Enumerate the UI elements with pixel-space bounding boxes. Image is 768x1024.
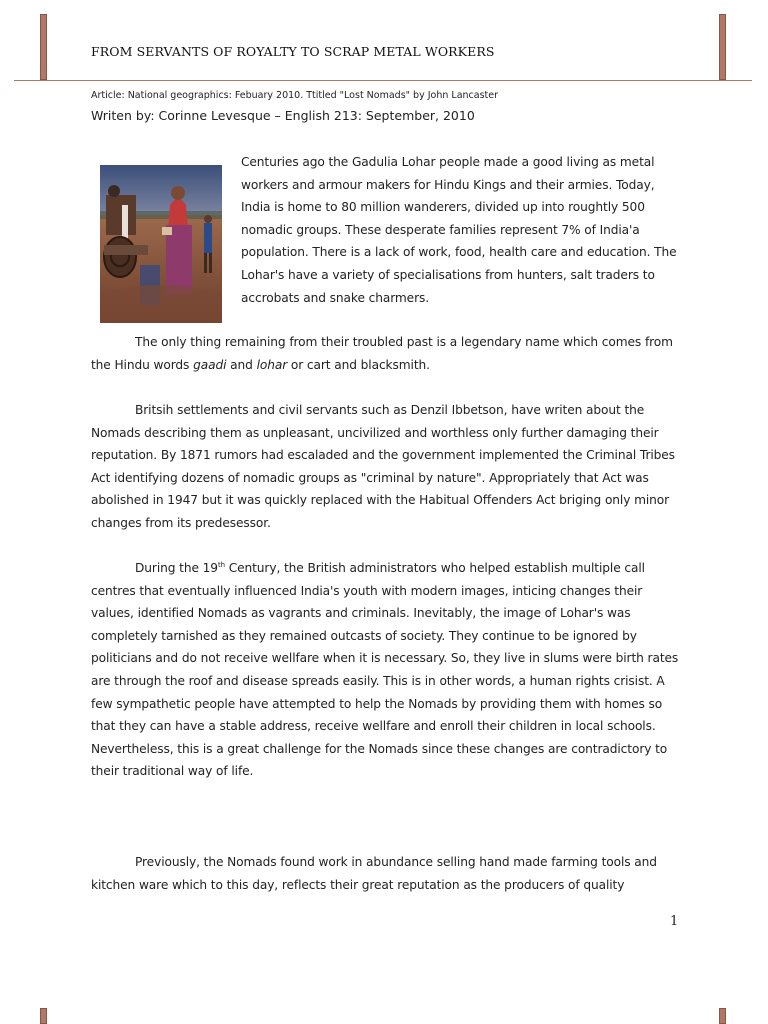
paragraph-intro <box>241 151 681 309</box>
border-mark-top-right <box>719 14 726 80</box>
nomads-photo-illustration <box>100 165 222 323</box>
author-line: Writen by: Corinne Levesque – English 213: September, 2010 <box>91 108 475 123</box>
word-gaadi: gaadi <box>193 357 227 372</box>
page-header-title: FROM SERVANTS OF ROYALTY TO SCRAP METAL WORKERS <box>91 44 495 59</box>
header-rule <box>14 80 752 81</box>
paragraph-2 <box>91 331 687 376</box>
article-source: Article: National geographics: Febuary 2010. Ttitled "Lost Nomads" by John Lancaster <box>91 90 499 101</box>
border-mark-bottom-right <box>719 1008 726 1024</box>
paragraph-2-text-end: or cart and blacksmith. <box>287 357 430 372</box>
word-lohar: lohar <box>256 357 288 372</box>
page-number: 1 <box>670 914 679 929</box>
paragraph-3 <box>91 399 687 535</box>
border-mark-top-left <box>40 14 47 80</box>
paragraph-4 <box>91 557 687 783</box>
paragraph-4-text-start: During the 19 <box>135 561 218 575</box>
paragraph-2-text-mid: and <box>226 357 257 372</box>
border-mark-bottom-left <box>40 1008 47 1024</box>
paragraph-5-text: Previously, the Nomads found work in abundance selling hand made farming tools and kitchen ware which to this day, reflects their great reputation as the producers of quality <box>91 855 657 892</box>
paragraph-intro-text: Centuries ago the Gadulia Lohar people made a good living as metal workers and armour makers for Hindu Kings and their armies. Today, India is home to 80 million wanderers, divided up into roughtly 500 nomadic groups. These desperate families represent 7% of India'a population. There is a lack of work, food, health care and education. The Lohar's have a variety of specialisations from hunters, salt traders to accrobats and snake charmers. <box>241 155 677 305</box>
nomads-photo <box>100 165 222 323</box>
paragraph-2-text-start: The only thing remaining from their troubled past is a legendary name which comes from the Hindu words <box>91 335 673 372</box>
paragraph-5 <box>91 851 687 896</box>
ordinal-suffix: th <box>217 560 225 569</box>
paragraph-4-text-end: Century, the British administrators who helped establish multiple call centres that eventually influenced India's youth with modern images, inticing changes their values, identified Nomads as vagrants and criminals. Inevitably, the image of Lohar's was completely tarnished as they remained outcasts of society. They continue to be ignored by politicians and do not receive wellfare when it is necessary. So, they live in slums were birth rates are through the roof and disease spreads easily. This is in other words, a human rights crisist. A few sympathetic people have attempted to help the Nomads by providing them with homes so that they can have a stable address, receive wellfare and enroll their children in local schools. Nevertheless, this is a great challenge for the Nomads since these changes are contradictory to their traditional way of life. <box>91 561 679 779</box>
paragraph-3-text: Britsih settlements and civil servants such as Denzil Ibbetson, have writen about the Nomads describing them as unpleasant, uncivilized and worthless only further damaging their reputation. By 1871 rumors had escaladed and the government implemented the Criminal Tribes Act identifying dozens of nomadic groups as "criminal by nature". Appropriately that Act was abolished in 1947 but it was quickly replaced with the Habitual Offenders Act briging only minor changes from its predesessor. <box>91 403 675 530</box>
